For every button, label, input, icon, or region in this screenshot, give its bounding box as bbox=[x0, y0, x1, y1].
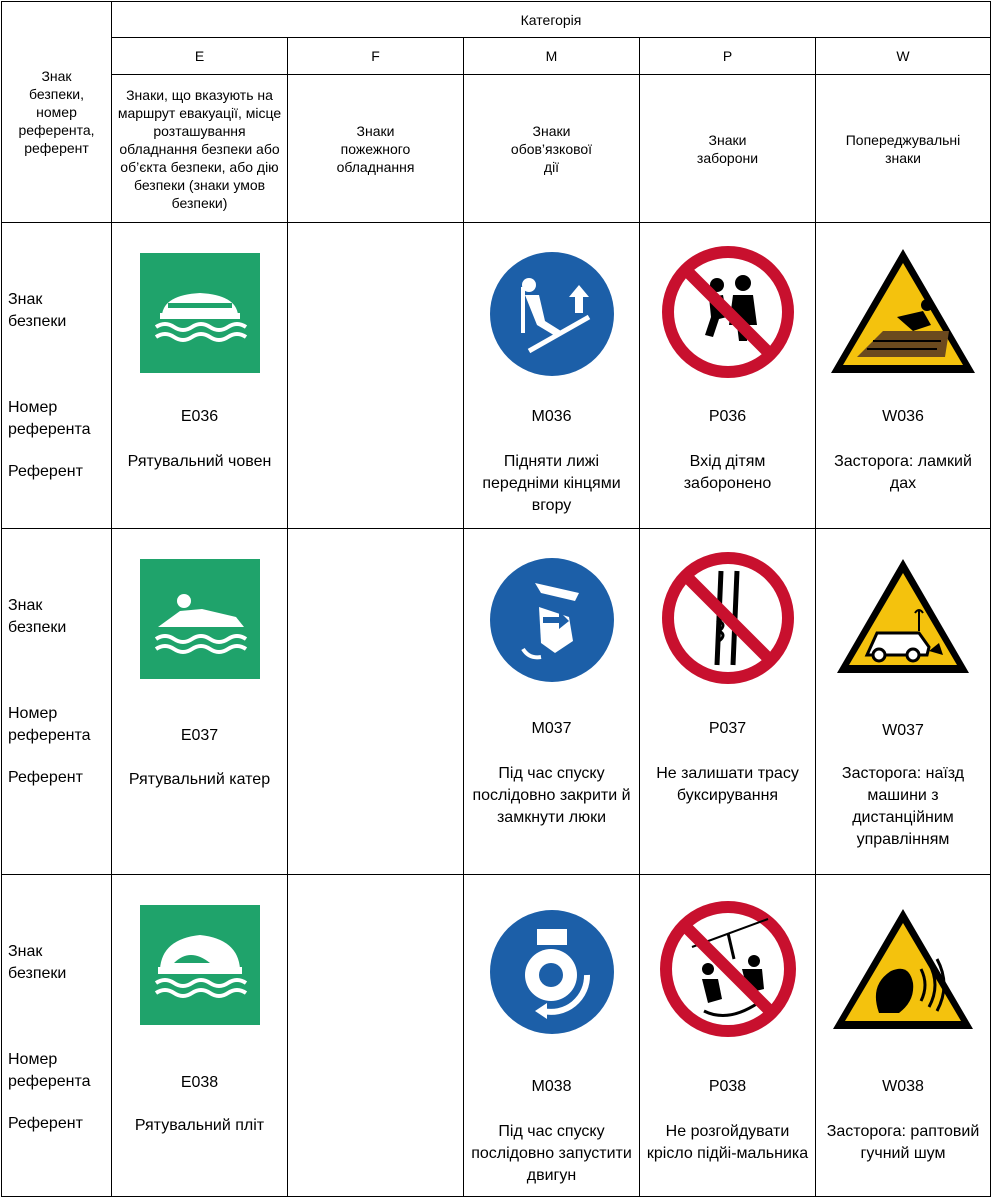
cell-p037 bbox=[640, 529, 816, 875]
referent-text: Засторога: наїзд машини з дистанційним управлінням bbox=[841, 765, 965, 848]
referent-text: Під час спуску послідовно запустити двигун bbox=[471, 1123, 632, 1184]
fragile-roof-icon bbox=[827, 245, 979, 379]
referent-text: Не залишати трасу буксирування bbox=[656, 765, 799, 804]
category-header: Категорія bbox=[112, 2, 991, 38]
row-label-sign: Знак безпеки bbox=[8, 291, 67, 330]
raise-ski-tips-icon bbox=[489, 251, 615, 377]
safety-signs-table bbox=[1, 1, 991, 1197]
cell-e038 bbox=[112, 875, 288, 1197]
referent-number: E038 bbox=[180, 1074, 219, 1091]
cell-f-empty bbox=[288, 529, 464, 875]
row-label-3 bbox=[2, 875, 112, 1197]
col-desc-w bbox=[816, 75, 991, 223]
referent-text: Засторога: ламкий дах bbox=[834, 453, 972, 492]
no-swinging-chair-icon bbox=[658, 899, 798, 1039]
row-label-sign: Знак безпеки bbox=[8, 597, 67, 636]
cell-m036 bbox=[464, 223, 640, 529]
row-label-number: Номер референта bbox=[8, 399, 91, 438]
referent-number: E036 bbox=[180, 408, 219, 425]
do-not-leave-track-icon bbox=[661, 551, 795, 685]
row-label-referent: Референт bbox=[8, 769, 83, 786]
row-label-number: Номер референта bbox=[8, 1051, 91, 1090]
referent-text: Вхід дітям заборонено bbox=[683, 453, 772, 492]
cell-m038 bbox=[464, 875, 640, 1197]
referent-text: Рятувальний пліт bbox=[134, 1117, 265, 1134]
remote-vehicle-icon bbox=[833, 555, 973, 679]
col-code-w: W bbox=[816, 38, 991, 75]
col-desc-e bbox=[112, 75, 288, 223]
referent-number: P038 bbox=[708, 1078, 747, 1095]
row-label-referent: Референт bbox=[8, 1115, 83, 1132]
referent-text: Під час спуску послідовно закрити й замкнути люки bbox=[472, 765, 631, 826]
cell-w038 bbox=[816, 875, 991, 1197]
col-code-f: F bbox=[288, 38, 464, 75]
rescue-boat-icon bbox=[140, 559, 260, 679]
referent-number: W037 bbox=[882, 722, 924, 739]
no-children-icon bbox=[661, 245, 795, 379]
col-code-e: E bbox=[112, 38, 288, 75]
col-desc-w-text: Попереджувальні знаки bbox=[845, 131, 961, 166]
referent-number: M036 bbox=[531, 408, 572, 425]
lifeboat-icon bbox=[140, 253, 260, 373]
col-desc-e-text: Знаки, що вказують на маршрут евакуації, місце розташування обладнання безпеки або об’єкта безпеки, або дію безпеки (знаки умов безпеки) bbox=[117, 86, 282, 211]
cell-p038 bbox=[640, 875, 816, 1197]
referent-text: Рятувальний катер bbox=[128, 771, 271, 788]
referent-text: Засторога: раптовий гучний шум bbox=[826, 1123, 980, 1162]
referent-number: M037 bbox=[531, 720, 572, 737]
col-desc-m bbox=[464, 75, 640, 223]
cell-e037 bbox=[112, 529, 288, 875]
row-label-1 bbox=[2, 223, 112, 529]
row-label-sign: Знак безпеки bbox=[8, 943, 67, 982]
referent-number: M038 bbox=[531, 1078, 572, 1095]
referent-number: W038 bbox=[882, 1078, 924, 1095]
col-desc-m-text: Знаки обов’язкової дії bbox=[510, 122, 593, 175]
referent-number: P036 bbox=[708, 408, 747, 425]
referent-number: W036 bbox=[882, 408, 924, 425]
close-hatches-icon bbox=[489, 557, 615, 683]
corner-header bbox=[2, 2, 112, 223]
col-desc-p bbox=[640, 75, 816, 223]
col-desc-f bbox=[288, 75, 464, 223]
start-engine-icon bbox=[489, 909, 615, 1035]
cell-w036 bbox=[816, 223, 991, 529]
cell-f-empty bbox=[288, 223, 464, 529]
col-desc-p-text: Знаки заборони bbox=[696, 131, 759, 166]
col-code-p: P bbox=[640, 38, 816, 75]
referent-text: Рятувальний човен bbox=[127, 453, 272, 470]
referent-text: Підняти лижі передніми кінцями вгору bbox=[482, 453, 621, 514]
referent-number: P037 bbox=[708, 720, 747, 737]
referent-number: E037 bbox=[180, 727, 219, 744]
liferaft-icon bbox=[140, 905, 260, 1025]
cell-w037 bbox=[816, 529, 991, 875]
row-label-number: Номер референта bbox=[8, 705, 91, 744]
loud-noise-icon bbox=[829, 905, 977, 1035]
cell-m037 bbox=[464, 529, 640, 875]
cell-p036 bbox=[640, 223, 816, 529]
row-label-referent: Референт bbox=[8, 463, 83, 480]
cell-f-empty bbox=[288, 875, 464, 1197]
col-desc-f-text: Знаки пожежного обладнання bbox=[336, 122, 415, 175]
cell-e036 bbox=[112, 223, 288, 529]
row-label-2 bbox=[2, 529, 112, 875]
col-code-m: M bbox=[464, 38, 640, 75]
corner-header-text: Знак безпеки, номер референта, референт bbox=[18, 68, 95, 156]
referent-text: Не розгойдувати крісло підйі-мальника bbox=[646, 1123, 809, 1162]
